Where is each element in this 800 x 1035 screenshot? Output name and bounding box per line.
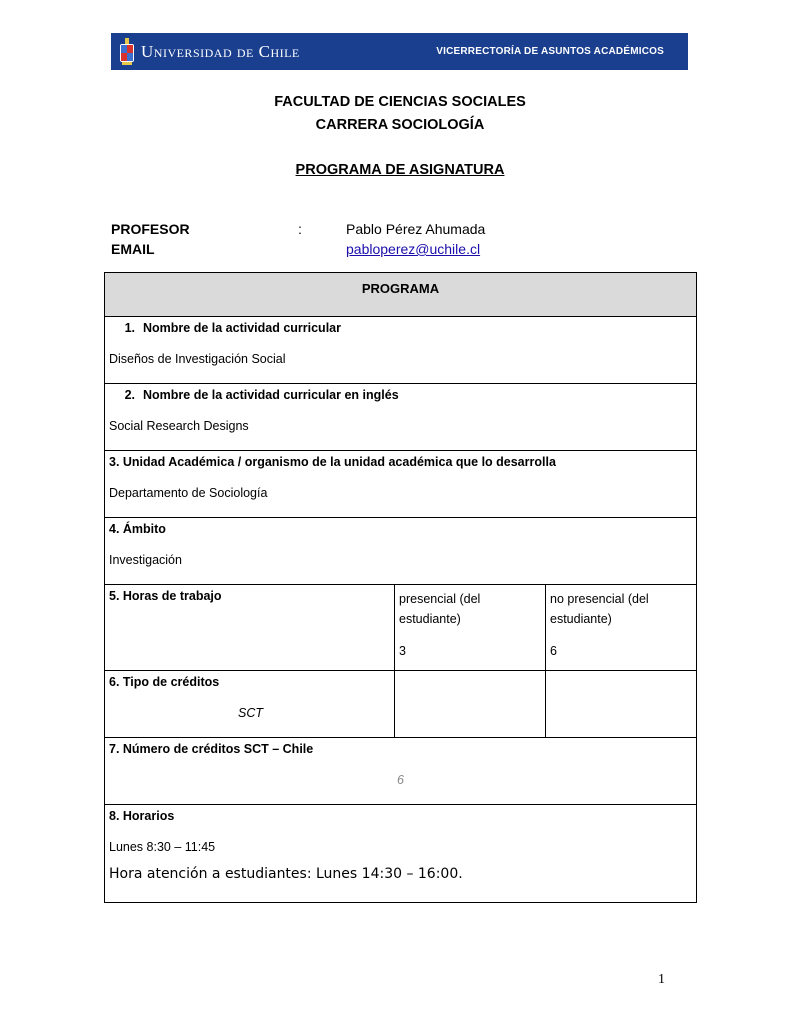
no-presencial-value: 6 [550, 644, 557, 658]
section-5-row [105, 585, 697, 671]
profesor-value: Pablo Pérez Ahumada [346, 221, 486, 237]
section-7-row [105, 738, 697, 805]
section-8-office-hours: Hora atención a estudiantes: Lunes 14:30 – 16:00. [109, 866, 463, 882]
section-7-label: 7. Número de créditos SCT – Chile [109, 742, 314, 756]
email-label: EMAIL [111, 241, 155, 257]
section-3-row [105, 451, 697, 518]
section-1-label [109, 321, 692, 335]
section-4-row [105, 518, 697, 585]
section-3-label: 3. Unidad Académica / organismo de la unidad académica que lo desarrolla [109, 455, 556, 469]
section-7-value: 6 [397, 773, 404, 787]
profesor-label: PROFESOR [111, 221, 190, 237]
page-number: 1 [658, 972, 665, 987]
section-6-value: SCT [238, 706, 263, 720]
section-6-empty-cell-a [395, 671, 546, 738]
program-table [104, 272, 697, 903]
program-header: PROGRAMA [105, 273, 697, 317]
section-6-label: 6. Tipo de créditos [109, 675, 220, 689]
section-3-value: Departamento de Sociología [109, 486, 268, 500]
vicerrectoria-label: VICERRECTORÍA DE ASUNTOS ACADÉMICOS [436, 46, 664, 57]
presencial-value: 3 [399, 644, 406, 658]
presencial-label: presencial (del estudiante) [399, 592, 481, 626]
section-2-row [105, 384, 697, 451]
section-1-row [105, 317, 697, 384]
career-title: CARRERA SOCIOLOGÍA [315, 117, 485, 133]
section-1-number: 1. [124, 321, 135, 335]
section-5-label: 5. Horas de trabajo [109, 589, 222, 603]
university-crest-icon [119, 38, 135, 66]
section-6-row [105, 671, 697, 738]
section-8-schedule: Lunes 8:30 – 11:45 [109, 840, 216, 854]
section-2-title: Nombre de la actividad curricular en inglés [143, 388, 399, 402]
section-8-label: 8. Horarios [109, 809, 175, 823]
section-2-label [109, 388, 692, 402]
section-1-title: Nombre de la actividad curricular [143, 321, 341, 335]
section-4-value: Investigación [109, 553, 182, 567]
faculty-title: FACULTAD DE CIENCIAS SOCIALES [274, 94, 526, 110]
email-link[interactable]: pabloperez@uchile.cl [346, 241, 481, 257]
no-presencial-label: no presencial (del estudiante) [550, 592, 649, 626]
section-2-value: Social Research Designs [109, 419, 249, 433]
header-banner [111, 33, 688, 70]
program-title: PROGRAMA DE ASIGNATURA [295, 162, 505, 178]
university-name: Universidad de Chile [141, 41, 300, 61]
section-6-empty-cell-b [546, 671, 697, 738]
section-8-row [105, 805, 697, 903]
section-1-value: Diseños de Investigación Social [109, 352, 286, 366]
section-2-number: 2. [124, 388, 135, 402]
section-4-label: 4. Ámbito [109, 522, 166, 536]
profesor-colon: : [298, 221, 302, 237]
